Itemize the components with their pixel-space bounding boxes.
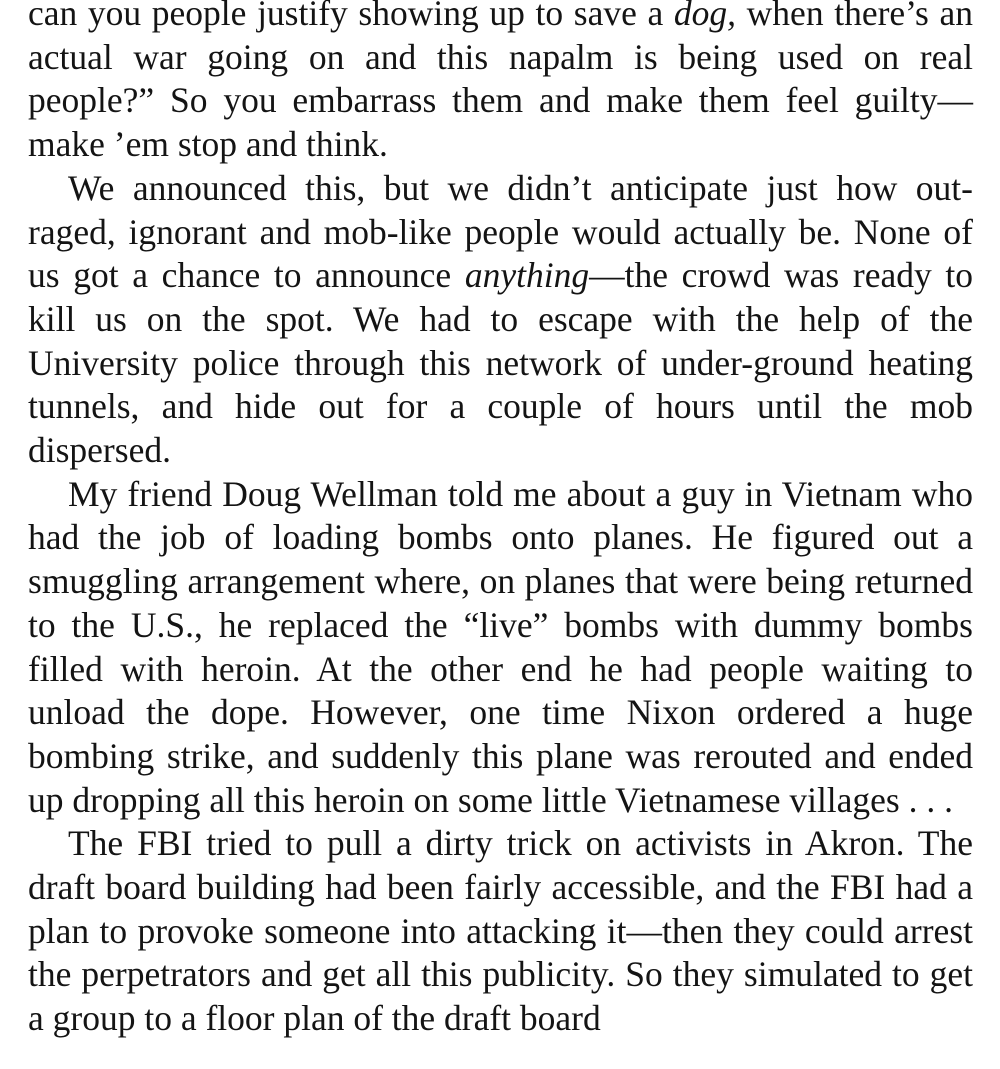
paragraph-3 xyxy=(28,473,973,823)
paragraph-2 xyxy=(28,167,973,473)
paragraph-4 xyxy=(28,822,973,1041)
book-page xyxy=(28,0,973,1041)
paragraph-1-text-1: can you people justify showing up to save a xyxy=(28,0,674,33)
paragraph-2-italic-anything: anything xyxy=(464,255,590,296)
paragraph-2-text-2: —the crowd was ready to kill us on the spot. We had to escape with the help of the University police through this network of under-ground heating tunnels, and hide out for a couple of hours until the mob dispersed. xyxy=(28,255,973,471)
paragraph-2-text-1: We announced this, but we didn’t anticipate just how out-raged, ignorant and mob-like people would actually be. None of us got a chance to announce xyxy=(28,167,973,296)
paragraph-1-italic-dog: dog, xyxy=(673,0,737,33)
paragraph-4-text: The FBI tried to pull a dirty trick on activists in Akron. The draft board building had been fairly accessible, and the FBI had a plan to provoke someone into attacking it—then they could arrest the perpetrators and get all this publicity. So they simulated to get a group to a floor plan of the draft board xyxy=(28,823,973,1039)
paragraph-1 xyxy=(28,0,973,167)
paragraph-3-text: My friend Doug Wellman told me about a guy in Vietnam who had the job of loading bombs onto planes. He figured out a smuggling arrangement where, on planes that were being returned to the U.S., he replaced the “live” bombs with dummy bombs filled with heroin. At the other end he had people waiting to unload the dope. However, one time Nixon ordered a huge bombing strike, and suddenly this plane was rerouted and ended up dropping all this heroin on some little Vietnamese villages . . . xyxy=(28,473,973,820)
paragraph-1-text-2: when there’s an actual war going on and this napalm is being used on real people?” So you embarrass them and make them feel guilty—make ’em stop and think. xyxy=(28,0,973,165)
